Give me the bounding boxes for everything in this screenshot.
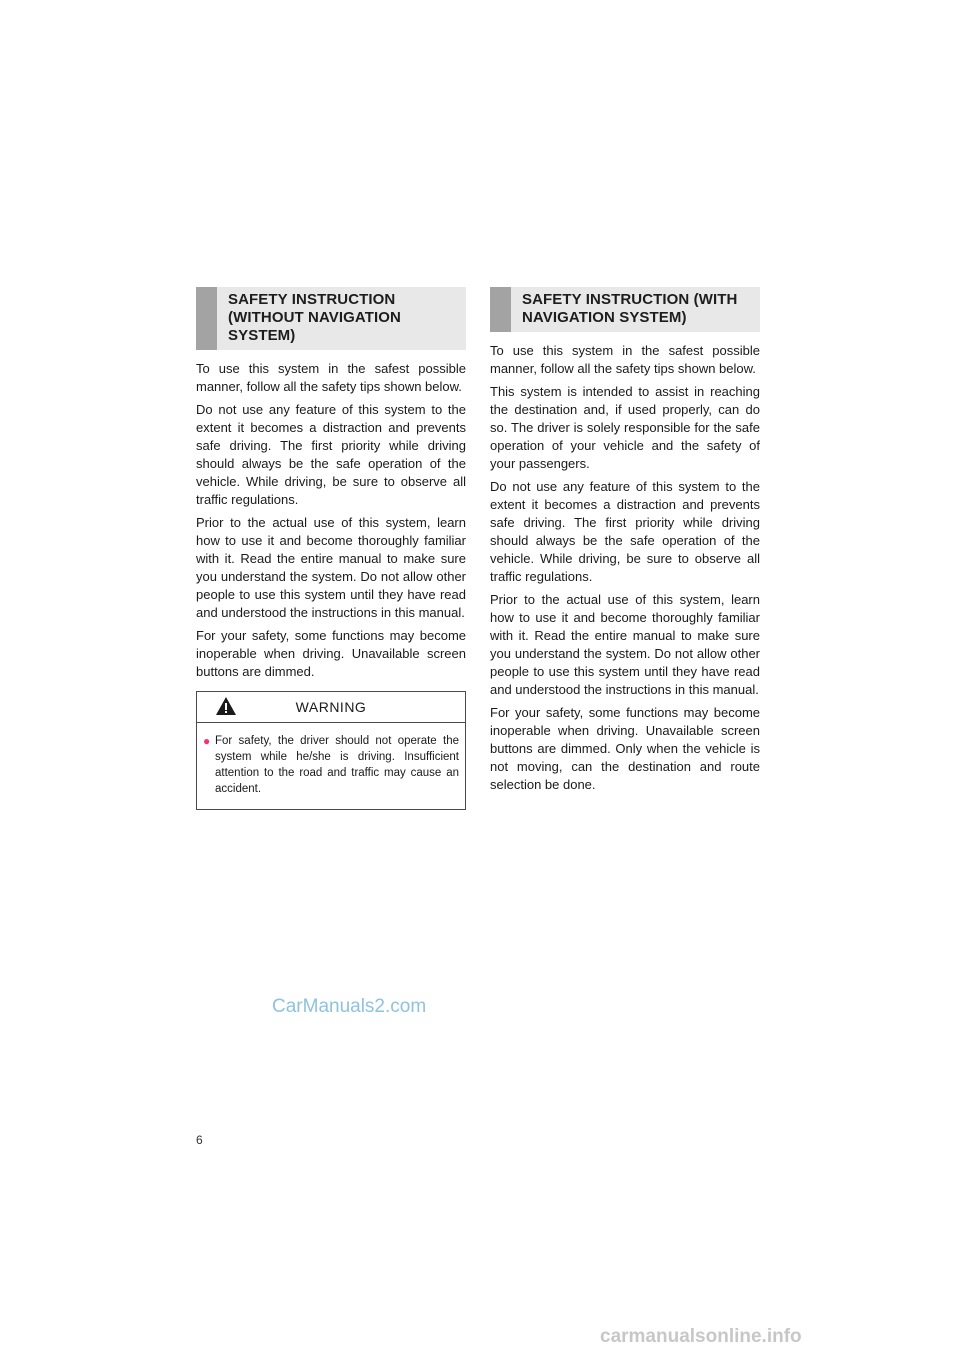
warning-text: For safety, the driver should not operate the system while he/she is driving. Insufficient attention to the road and traffic may cause an accident. [215,735,459,795]
section-body [196,360,466,681]
right-column [490,287,760,799]
section-header-without-navigation [196,287,466,350]
warning-body [197,723,465,809]
header-accent-bar [196,287,217,350]
warning-header [197,692,465,723]
page-number: 6 [196,1133,203,1147]
paragraph: Do not use any feature of this system to the extent it becomes a distraction and prevents safe driving. The first priority while driving should always be the safe operation of the vehicle. While driving, be sure to observe all traffic regulations. [490,479,760,584]
section-heading: SAFETY INSTRUCTION (WITH NAVIGATION SYSTEM) [522,291,738,326]
watermark-link[interactable]: CarManuals2.com [272,996,427,1017]
section-heading: SAFETY INSTRUCTION (WITHOUT NAVIGATION SYSTEM) [228,291,401,344]
paragraph: To use this system in the safest possible manner, follow all the safety tips shown below. [196,361,466,394]
paragraph: Prior to the actual use of this system, learn how to use it and become thoroughly familiar with it. Read the entire manual to make sure you understand the system. Do not allow other people to use this system until they have read and understood the instructions in this manual. [196,515,466,620]
footer-watermark: carmanualsonline.info [600,1326,802,1347]
warning-triangle-icon [215,696,237,716]
header-accent-bar [490,287,511,332]
bullet-icon: ● [203,734,211,748]
paragraph: For your safety, some functions may become inoperable when driving. Unavailable screen buttons are dimmed. [196,628,466,679]
paragraph: To use this system in the safest possible manner, follow all the safety tips shown below. [490,343,760,376]
section-header-with-navigation [490,287,760,332]
warning-box [196,691,466,810]
left-column [196,287,466,810]
paragraph: For your safety, some functions may become inoperable when driving. Unavailable screen buttons are dimmed. Only when the vehicle is not moving, can the destination and route selection be done. [490,705,760,792]
paragraph: Do not use any feature of this system to the extent it becomes a distraction and prevents safe driving. The first priority while driving should always be the safe operation of the vehicle. While driving, be sure to observe all traffic regulations. [196,402,466,507]
warning-label: WARNING [295,699,367,715]
paragraph: This system is intended to assist in reaching the destination and, if used properly, can do so. The driver is solely responsible for the safe operation of your vehicle and the safety of your passengers. [490,384,760,471]
paragraph: Prior to the actual use of this system, learn how to use it and become thoroughly familiar with it. Read the entire manual to make sure you understand the system. Do not allow other people to use this system until they have read and understood the instructions in this manual. [490,592,760,697]
section-body [490,342,760,794]
